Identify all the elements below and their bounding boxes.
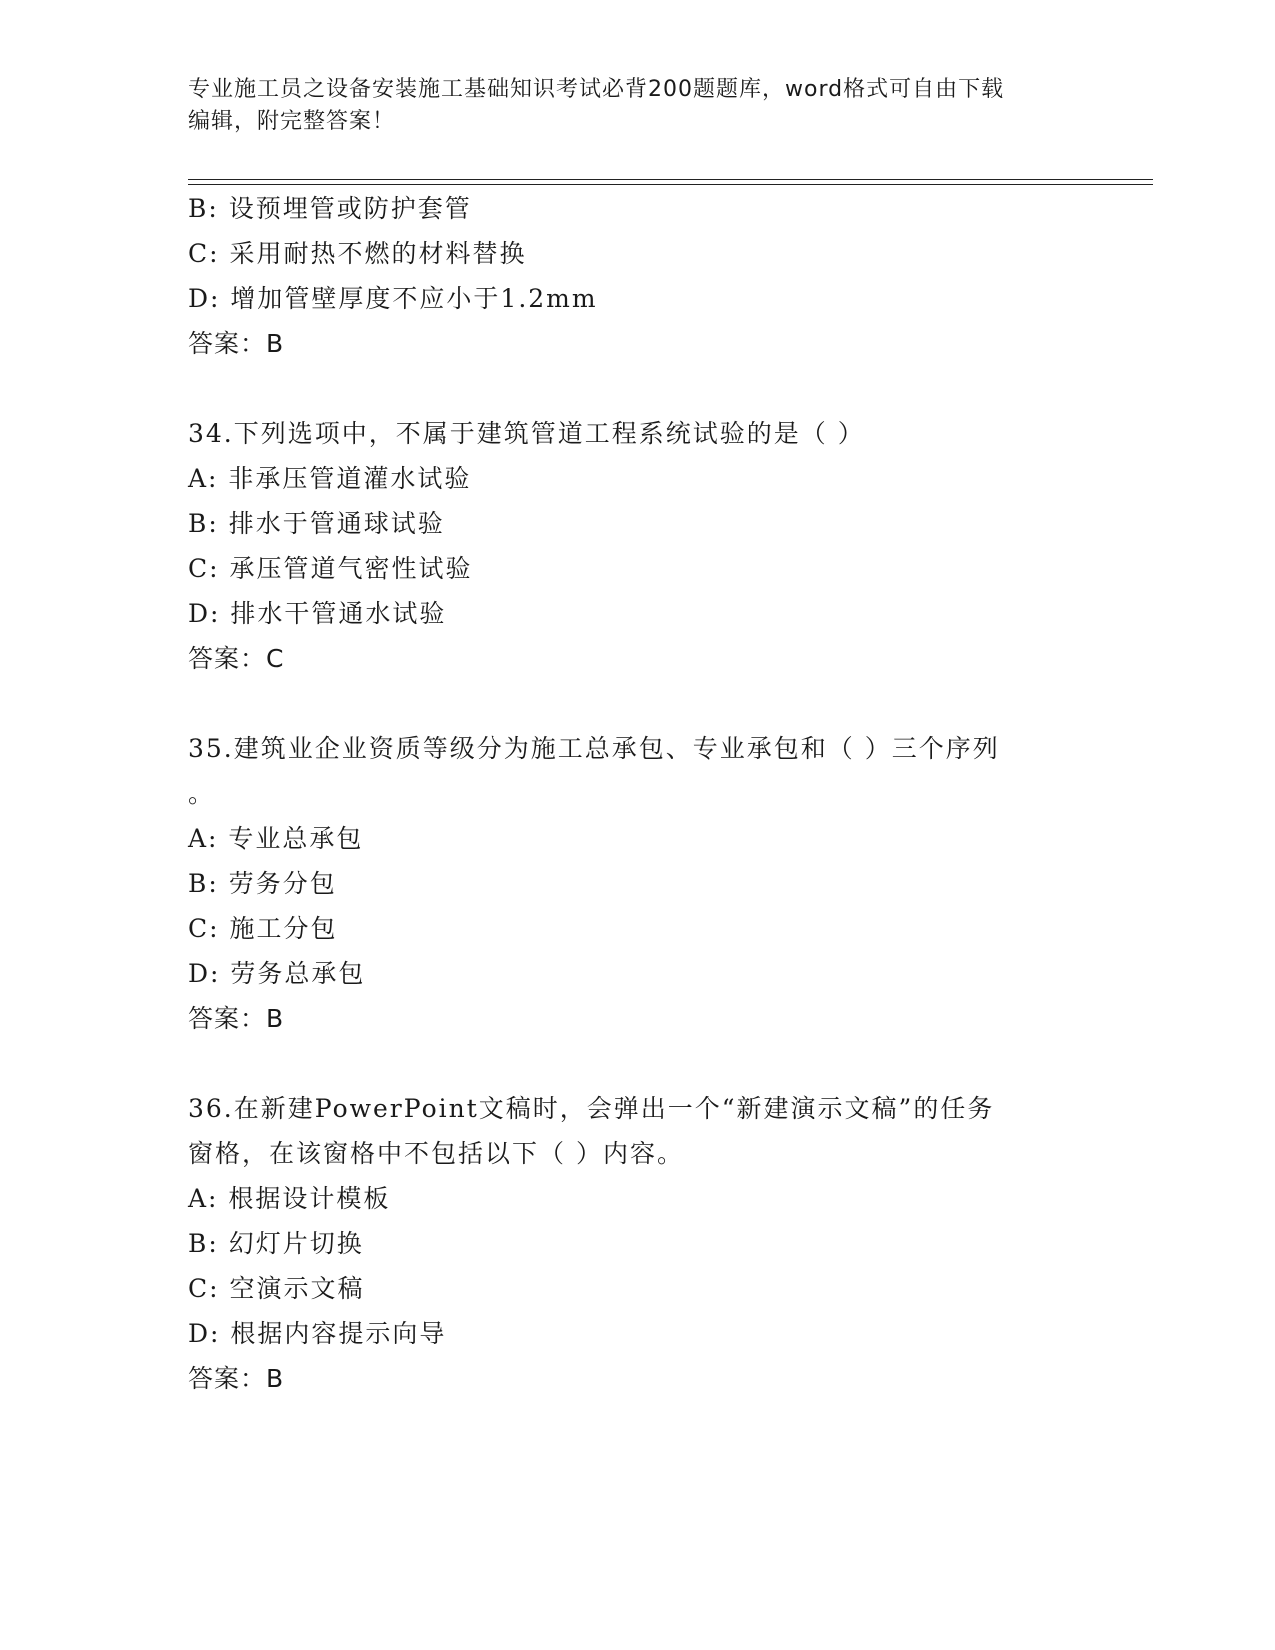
- q36-option-a: A: 根据设计模板: [188, 1184, 391, 1213]
- q33-option-c: C: 采用耐热不燃的材料替换: [188, 239, 527, 268]
- q33-option-b: B: 设预埋管或防护套管: [188, 194, 472, 223]
- q35-answer: 答案：B: [188, 1004, 285, 1033]
- q35-question-line-1: 35.建筑业企业资质等级分为施工总承包、专业承包和（ ）三个序列: [188, 734, 1000, 763]
- q35-option-b: B: 劳务分包: [188, 869, 337, 898]
- q34-option-b: B: 排水于管通球试验: [188, 509, 445, 538]
- q34-question: 34.下列选项中，不属于建筑管道工程系统试验的是（ ）: [188, 419, 865, 448]
- q34-option-a: A: 非承压管道灌水试验: [188, 464, 472, 493]
- q35-option-a: A: 专业总承包: [188, 824, 364, 853]
- q36-question-line-2: 窗格，在该窗格中不包括以下（ ）内容。: [188, 1139, 684, 1168]
- q36-option-b: B: 幻灯片切换: [188, 1229, 364, 1258]
- document-header: [188, 74, 1068, 138]
- q36-option-d: D: 根据内容提示向导: [188, 1319, 447, 1348]
- header-title-line-1: 专业施工员之设备安装施工基础知识考试必背200题题库，word格式可自由下载: [188, 77, 1005, 102]
- q34-option-c: C: 承压管道气密性试验: [188, 554, 473, 583]
- header-title-line-2: 编辑，附完整答案！: [188, 109, 396, 134]
- q36-question-line-1: 36.在新建PowerPoint文稿时，会弹出一个“新建演示文稿”的任务: [188, 1094, 995, 1123]
- header-divider-top: [188, 179, 1153, 180]
- header-divider-bottom: [188, 184, 1153, 185]
- q34-option-d: D: 排水干管通水试验: [188, 599, 447, 628]
- q33-answer: 答案：B: [188, 329, 285, 358]
- q35-option-d: D: 劳务总承包: [188, 959, 366, 988]
- q33-option-d: D: 增加管壁厚度不应小于1.2mm: [188, 284, 598, 313]
- q34-answer: 答案：C: [188, 644, 285, 673]
- q35-option-c: C: 施工分包: [188, 914, 338, 943]
- q36-answer: 答案：B: [188, 1364, 285, 1393]
- q35-question-line-2: 。: [188, 779, 216, 808]
- q36-option-c: C: 空演示文稿: [188, 1274, 365, 1303]
